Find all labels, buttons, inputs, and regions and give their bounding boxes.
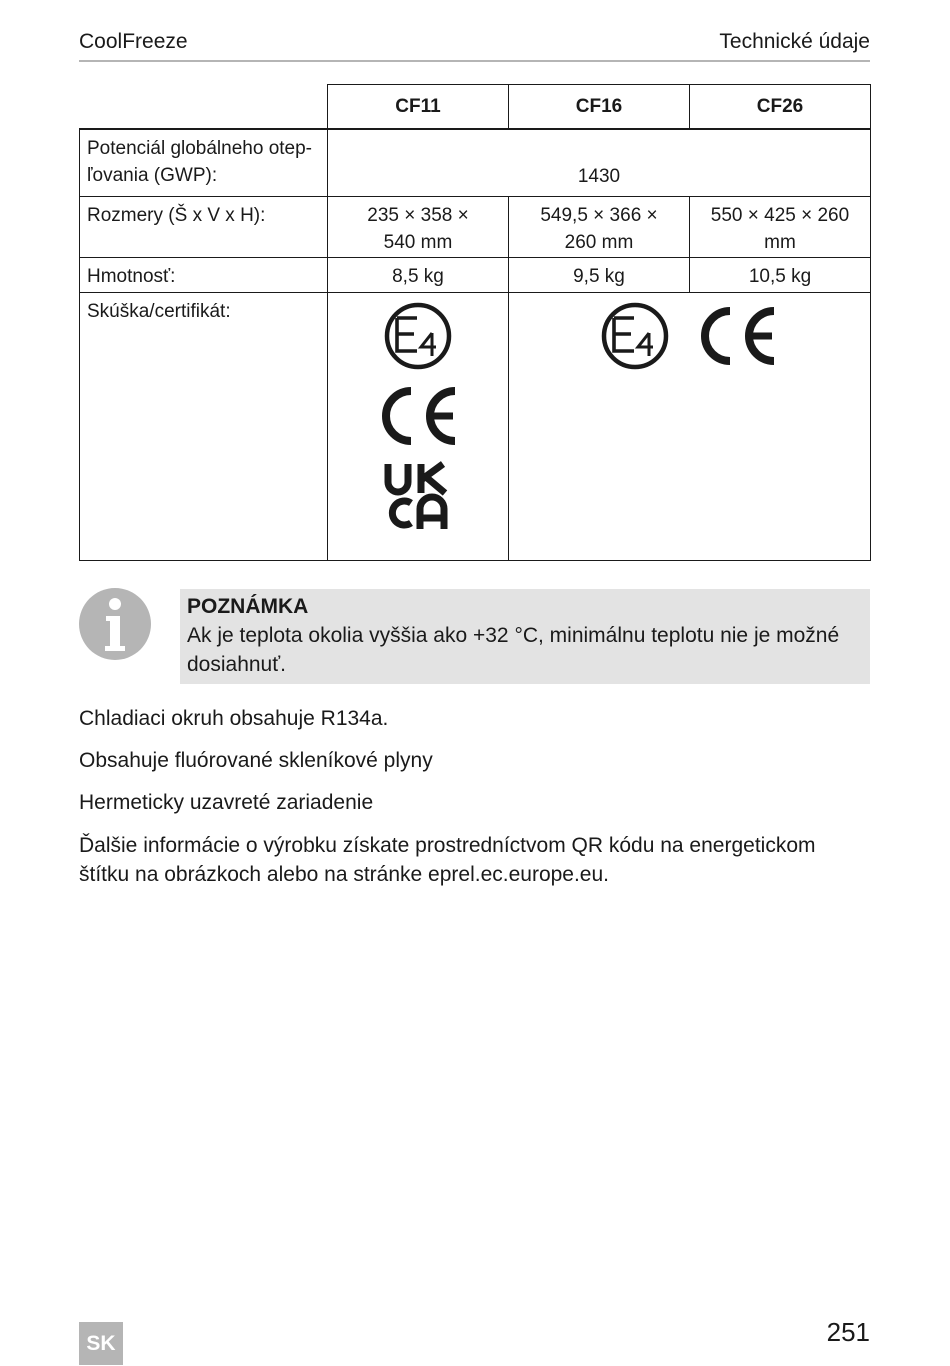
table-row-gwp — [80, 129, 871, 197]
info-icon — [79, 588, 151, 660]
dimensions-cf26 — [690, 197, 871, 258]
dimensions-cf16-line1: 549,5 × 366 × — [540, 205, 658, 226]
dimensions-cf16 — [509, 197, 690, 258]
row-label-dimensions: Rozmery (Š x V x H): — [80, 197, 328, 258]
note-title: POZNÁMKA — [187, 595, 309, 618]
row-label-weight: Hmotnosť: — [80, 258, 328, 293]
paragraph-hermetic: Hermeticky uzavreté zariadenie — [79, 791, 374, 814]
column-header-cf16: CF16 — [509, 85, 690, 130]
note-box — [180, 589, 870, 684]
technical-data-table — [79, 84, 871, 561]
e4-mark-icon — [600, 301, 670, 371]
table-row-certification — [80, 293, 871, 561]
column-header-cf11: CF11 — [328, 85, 509, 130]
table-header-row — [80, 85, 871, 130]
dimensions-cf26-line2: mm — [764, 232, 796, 253]
row-label-certification: Skúška/certifikát: — [80, 293, 328, 561]
dimensions-cf16-line2: 260 mm — [564, 232, 634, 253]
column-header-cf26: CF26 — [690, 85, 871, 130]
certification-cf11 — [328, 293, 509, 561]
dimensions-cf11-line2: 540 mm — [383, 232, 453, 253]
ukca-mark-icon — [383, 461, 453, 531]
table-row-dimensions — [80, 197, 871, 258]
e4-mark-icon — [383, 301, 453, 371]
weight-cf26: 10,5 kg — [690, 258, 871, 293]
row-label-gwp — [80, 129, 328, 197]
table-row-weight — [80, 258, 871, 293]
note-text: Ak je teplota okolia vyššia ako +32 °C, minimálnu teplotu nie je možné dosiahnuť. — [187, 624, 840, 676]
gwp-value: 1430 — [328, 129, 871, 197]
paragraph-more-info: Ďalšie informácie o výrobku získate prostredníctvom QR kódu na energetickom štítku na obrázkoch alebo na stránke eprel.ec.europe.eu. — [79, 834, 816, 886]
dimensions-cf11 — [328, 197, 509, 258]
page-header — [79, 28, 870, 62]
header-section-title: Technické údaje — [719, 30, 870, 53]
dimensions-cf11-line1: 235 × 358 × — [367, 205, 469, 226]
table-corner-cell — [80, 85, 328, 130]
language-tab: SK — [79, 1322, 123, 1365]
ce-mark-icon — [694, 305, 780, 367]
row-label-gwp-line1: Potenciál globálneho otep- — [87, 138, 313, 159]
weight-cf11: 8,5 kg — [328, 258, 509, 293]
certification-cf16-cf26 — [509, 293, 871, 561]
paragraph-fluorinated-gases: Obsahuje fluórované skleníkové plyny — [79, 749, 433, 772]
header-product-name: CoolFreeze — [79, 30, 188, 53]
page-number: 251 — [826, 1317, 870, 1347]
paragraph-refrigerant: Chladiaci okruh obsahuje R134a. — [79, 707, 389, 730]
ce-mark-icon — [375, 385, 461, 447]
dimensions-cf26-line1: 550 × 425 × 260 — [710, 205, 850, 226]
row-label-gwp-line2: ľovania (GWP): — [87, 165, 218, 186]
weight-cf16: 9,5 kg — [509, 258, 690, 293]
